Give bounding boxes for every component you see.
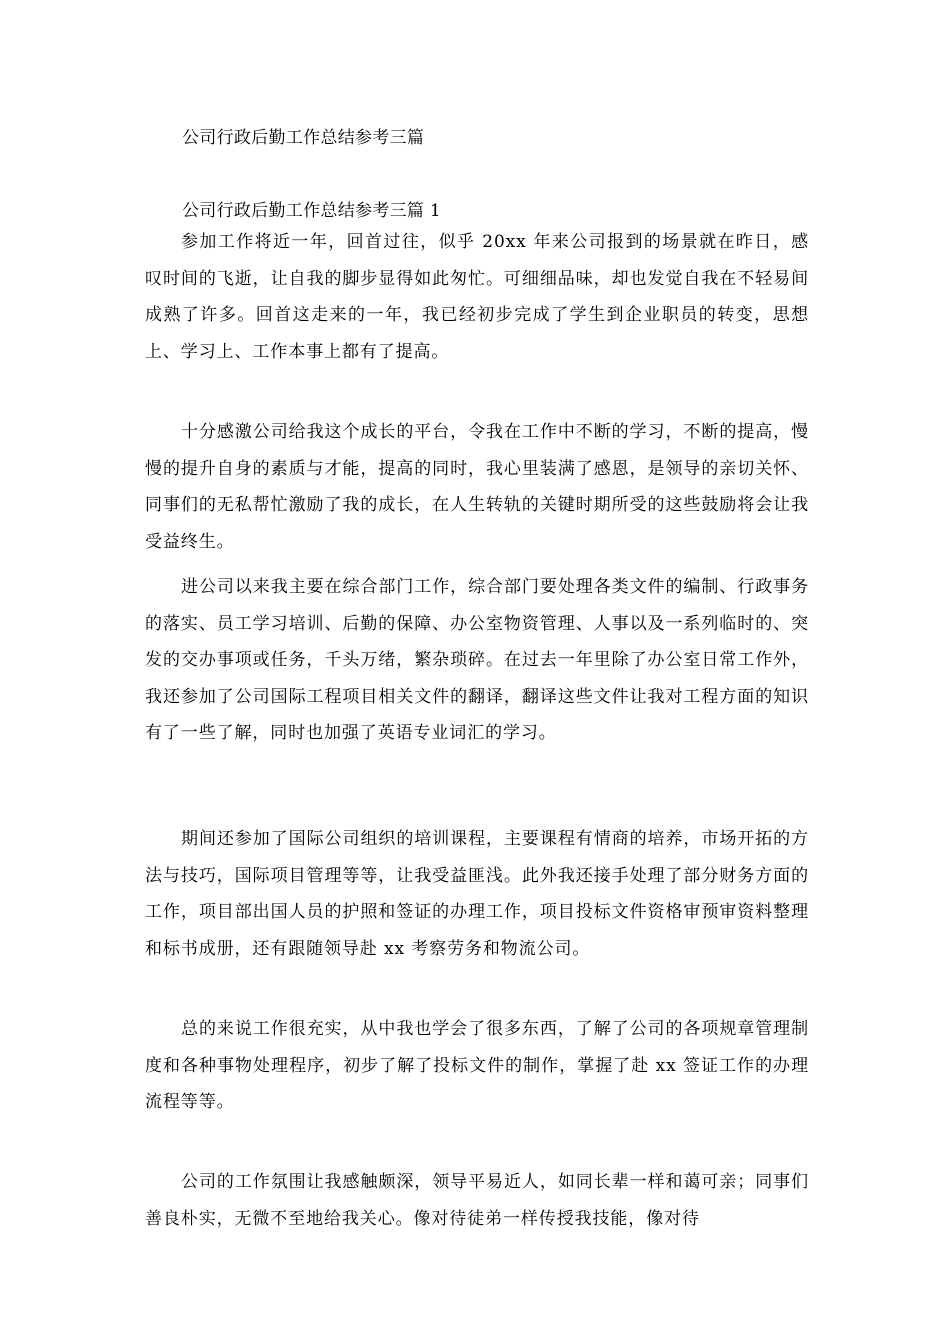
paragraph-1: 参加工作将近一年，回首过往，似乎 20xx 年来公司报到的场景就在昨日，感叹时间的飞逝，让自我的脚步显得如此匆忙。可细细品味，却也发觉自我在不轻易间成熟了许多。回首这走来的一年，我已经初步完成了学生到企业职员的转变，思想上、学习上、工作本事上都有了提高。 <box>145 232 809 362</box>
section-heading: 公司行政后勤工作总结参考三篇 1 <box>182 201 442 221</box>
paragraph-4: 期间还参加了国际公司组织的培训课程，主要课程有情商的培养，市场开拓的方法与技巧，国际项目管理等等，让我受益匪浅。此外我还接手处理了部分财务方面的工作，项目部出国人员的护照和签证的办理工作，项目投标文件资格审预审资料整理和标书成册，还有跟随领导赴 xx 考察劳务和物流公司。 <box>145 829 809 959</box>
document-title: 公司行政后勤工作总结参考三篇 <box>182 128 425 148</box>
paragraph-5: 总的来说工作很充实，从中我也学会了很多东西，了解了公司的各项规章管理制度和各种事物处理程序，初步了解了投标文件的制作，掌握了赴 xx 签证工作的办理流程等等。 <box>145 1019 809 1112</box>
paragraph-6: 公司的工作氛围让我感触颇深，领导平易近人，如同长辈一样和蔼可亲；同事们善良朴实，无微不至地给我关心。像对待徒弟一样传授我技能，像对待 <box>145 1172 809 1229</box>
paragraph-3: 进公司以来我主要在综合部门工作，综合部门要处理各类文件的编制、行政事务的落实、员工学习培训、后勤的保障、办公室物资管理、人事以及一系列临时的、突发的交办事项或任务，千头万绪，繁杂琐碎。在过去一年里除了办公室日常工作外，我还参加了公司国际工程项目相关文件的翻译，翻译这些文件让我对工程方面的知识有了一些了解，同时也加强了英语专业词汇的学习。 <box>145 577 809 743</box>
paragraph-2: 十分感激公司给我这个成长的平台，令我在工作中不断的学习，不断的提高，慢慢的提升自身的素质与才能，提高的同时，我心里装满了感恩，是领导的亲切关怀、同事们的无私帮忙激励了我的成长，在人生转轨的关键时期所受的这些鼓励将会让我受益终生。 <box>145 422 809 552</box>
